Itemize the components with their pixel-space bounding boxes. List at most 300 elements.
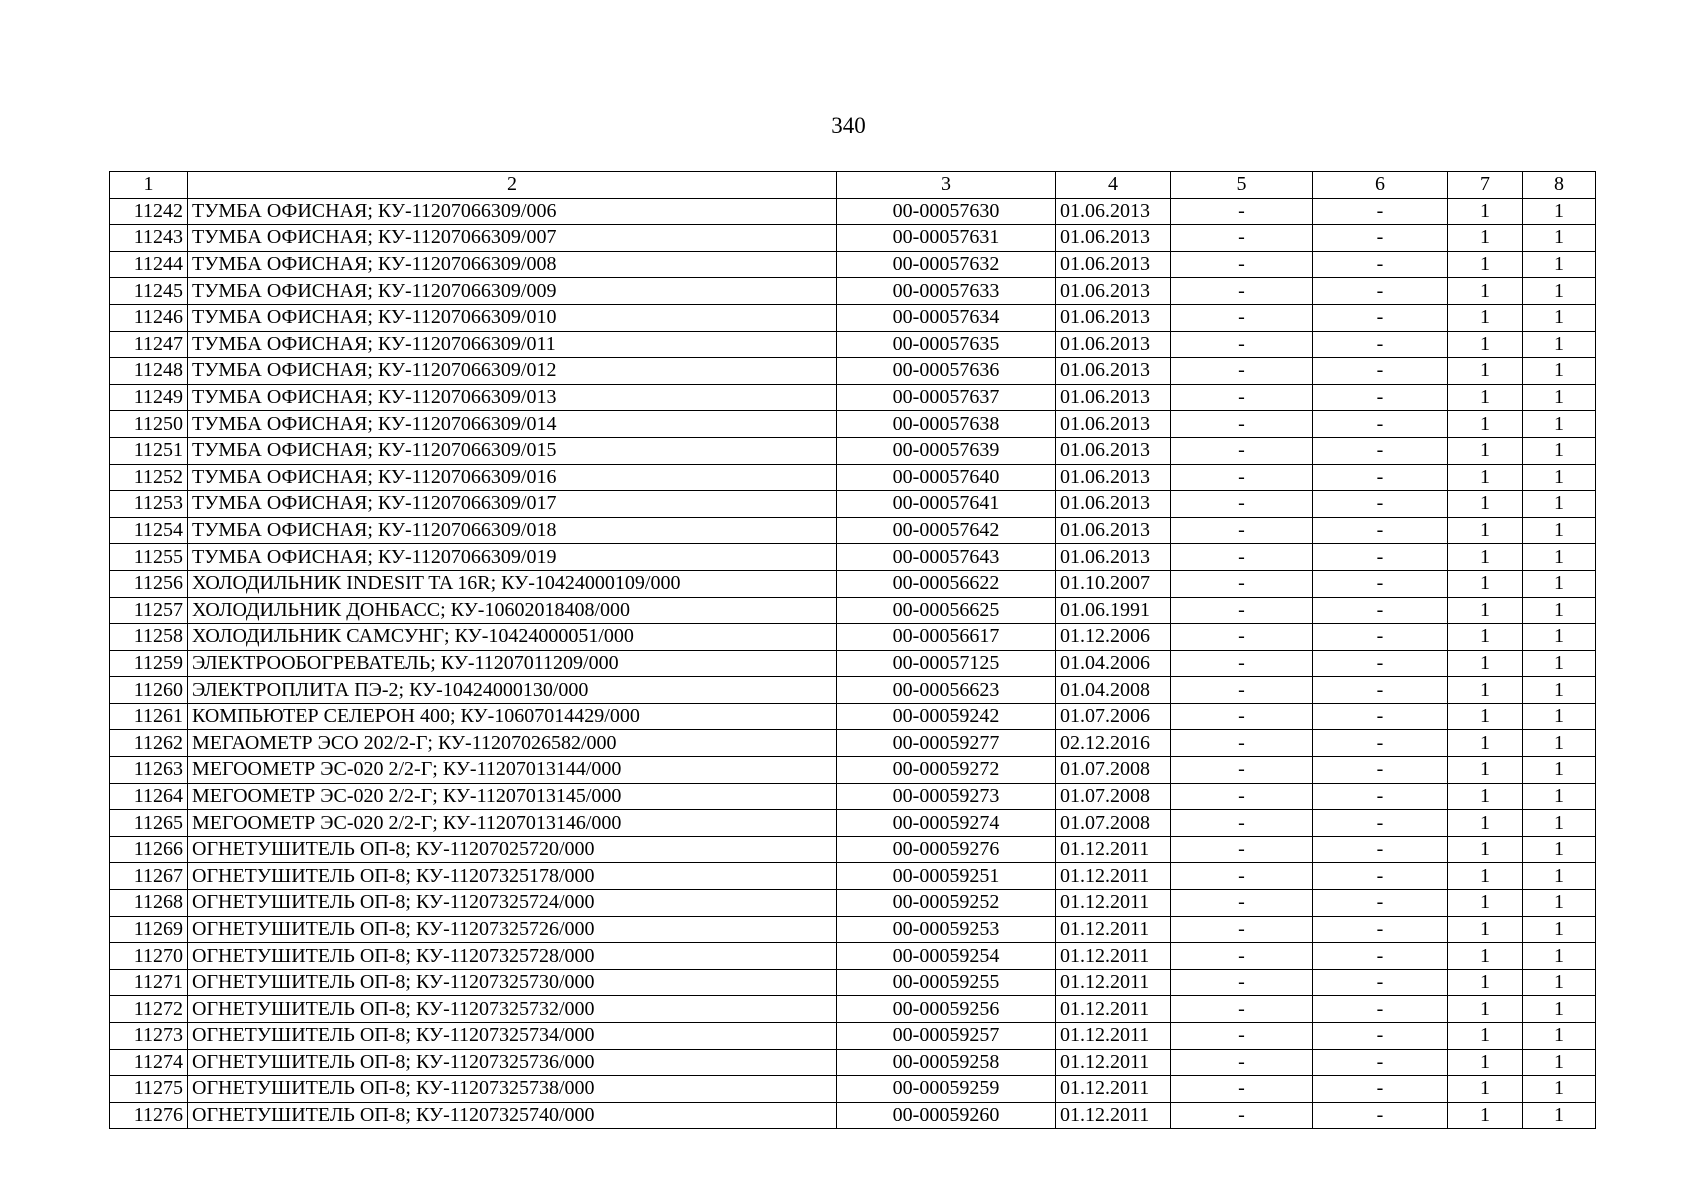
table-row bbox=[110, 517, 1596, 544]
row-number: 11266 bbox=[110, 836, 188, 863]
inventory-number: 00-00056622 bbox=[837, 570, 1056, 597]
col-6-value: - bbox=[1313, 810, 1448, 837]
column-header-4: 4 bbox=[1056, 172, 1171, 199]
table-row bbox=[110, 969, 1596, 996]
item-name: ОГНЕТУШИТЕЛЬ ОП-8; КУ-11207325734/000 bbox=[188, 1023, 837, 1050]
col-8-value: 1 bbox=[1523, 251, 1596, 278]
page-number: 340 bbox=[831, 113, 866, 138]
inventory-number: 00-00057638 bbox=[837, 411, 1056, 438]
table-row bbox=[110, 225, 1596, 252]
col-8-value: 1 bbox=[1523, 836, 1596, 863]
inventory-number: 00-00057637 bbox=[837, 384, 1056, 411]
row-number: 11258 bbox=[110, 624, 188, 651]
col-7-value: 1 bbox=[1448, 225, 1523, 252]
table-row bbox=[110, 943, 1596, 970]
date: 01.06.2013 bbox=[1056, 384, 1171, 411]
inventory-number: 00-00059242 bbox=[837, 703, 1056, 730]
row-number: 11252 bbox=[110, 464, 188, 491]
table-row bbox=[110, 251, 1596, 278]
col-7-value: 1 bbox=[1448, 1049, 1523, 1076]
row-number: 11263 bbox=[110, 757, 188, 784]
col-7-value: 1 bbox=[1448, 304, 1523, 331]
col-5-value: - bbox=[1171, 411, 1313, 438]
col-7-value: 1 bbox=[1448, 198, 1523, 225]
col-8-value: 1 bbox=[1523, 544, 1596, 571]
col-6-value: - bbox=[1313, 1076, 1448, 1103]
inventory-number: 00-00057635 bbox=[837, 331, 1056, 358]
item-name: ТУМБА ОФИСНАЯ; КУ-11207066309/007 bbox=[188, 225, 837, 252]
col-6-value: - bbox=[1313, 358, 1448, 385]
table-row bbox=[110, 331, 1596, 358]
date: 01.07.2008 bbox=[1056, 783, 1171, 810]
col-6-value: - bbox=[1313, 1023, 1448, 1050]
item-name: ОГНЕТУШИТЕЛЬ ОП-8; КУ-11207325178/000 bbox=[188, 863, 837, 890]
col-8-value: 1 bbox=[1523, 1023, 1596, 1050]
column-header-2: 2 bbox=[188, 172, 837, 199]
date: 01.10.2007 bbox=[1056, 570, 1171, 597]
col-8-value: 1 bbox=[1523, 730, 1596, 757]
column-header-6: 6 bbox=[1313, 172, 1448, 199]
col-5-value: - bbox=[1171, 730, 1313, 757]
col-7-value: 1 bbox=[1448, 730, 1523, 757]
date: 01.12.2011 bbox=[1056, 916, 1171, 943]
col-8-value: 1 bbox=[1523, 1076, 1596, 1103]
col-6-value: - bbox=[1313, 730, 1448, 757]
table-row bbox=[110, 783, 1596, 810]
col-8-value: 1 bbox=[1523, 411, 1596, 438]
date: 01.12.2011 bbox=[1056, 890, 1171, 917]
col-8-value: 1 bbox=[1523, 225, 1596, 252]
date: 01.12.2011 bbox=[1056, 1049, 1171, 1076]
col-6-value: - bbox=[1313, 464, 1448, 491]
col-7-value: 1 bbox=[1448, 384, 1523, 411]
row-number: 11255 bbox=[110, 544, 188, 571]
table-row bbox=[110, 1049, 1596, 1076]
item-name: ТУМБА ОФИСНАЯ; КУ-11207066309/010 bbox=[188, 304, 837, 331]
item-name: МЕГООМЕТР ЭС-020 2/2-Г; КУ-11207013145/000 bbox=[188, 783, 837, 810]
col-6-value: - bbox=[1313, 304, 1448, 331]
col-7-value: 1 bbox=[1448, 251, 1523, 278]
col-7-value: 1 bbox=[1448, 916, 1523, 943]
date: 01.07.2008 bbox=[1056, 810, 1171, 837]
inventory-number: 00-00057640 bbox=[837, 464, 1056, 491]
col-8-value: 1 bbox=[1523, 304, 1596, 331]
item-name: ТУМБА ОФИСНАЯ; КУ-11207066309/011 bbox=[188, 331, 837, 358]
col-7-value: 1 bbox=[1448, 650, 1523, 677]
col-7-value: 1 bbox=[1448, 597, 1523, 624]
table-row bbox=[110, 677, 1596, 704]
table-row bbox=[110, 730, 1596, 757]
col-6-value: - bbox=[1313, 836, 1448, 863]
date: 01.12.2011 bbox=[1056, 1023, 1171, 1050]
date: 01.07.2008 bbox=[1056, 757, 1171, 784]
col-5-value: - bbox=[1171, 517, 1313, 544]
inventory-number: 00-00059255 bbox=[837, 969, 1056, 996]
col-7-value: 1 bbox=[1448, 1023, 1523, 1050]
date: 01.04.2008 bbox=[1056, 677, 1171, 704]
row-number: 11265 bbox=[110, 810, 188, 837]
date: 01.12.2011 bbox=[1056, 863, 1171, 890]
table-row bbox=[110, 624, 1596, 651]
row-number: 11249 bbox=[110, 384, 188, 411]
col-7-value: 1 bbox=[1448, 411, 1523, 438]
row-number: 11244 bbox=[110, 251, 188, 278]
date: 01.06.2013 bbox=[1056, 544, 1171, 571]
row-number: 11257 bbox=[110, 597, 188, 624]
col-8-value: 1 bbox=[1523, 916, 1596, 943]
col-6-value: - bbox=[1313, 624, 1448, 651]
item-name: МЕГООМЕТР ЭС-020 2/2-Г; КУ-11207013144/000 bbox=[188, 757, 837, 784]
item-name: ОГНЕТУШИТЕЛЬ ОП-8; КУ-11207325740/000 bbox=[188, 1102, 837, 1129]
item-name: ТУМБА ОФИСНАЯ; КУ-11207066309/014 bbox=[188, 411, 837, 438]
table-row bbox=[110, 411, 1596, 438]
table-row bbox=[110, 810, 1596, 837]
col-8-value: 1 bbox=[1523, 624, 1596, 651]
col-6-value: - bbox=[1313, 890, 1448, 917]
item-name: ЭЛЕКТРОПЛИТА ПЭ-2; КУ-10424000130/000 bbox=[188, 677, 837, 704]
col-7-value: 1 bbox=[1448, 358, 1523, 385]
col-5-value: - bbox=[1171, 703, 1313, 730]
col-7-value: 1 bbox=[1448, 836, 1523, 863]
table-row bbox=[110, 836, 1596, 863]
column-header-8: 8 bbox=[1523, 172, 1596, 199]
column-header-5: 5 bbox=[1171, 172, 1313, 199]
col-6-value: - bbox=[1313, 491, 1448, 518]
date: 01.06.2013 bbox=[1056, 491, 1171, 518]
date: 01.06.2013 bbox=[1056, 464, 1171, 491]
column-header-3: 3 bbox=[837, 172, 1056, 199]
row-number: 11269 bbox=[110, 916, 188, 943]
col-5-value: - bbox=[1171, 1023, 1313, 1050]
inventory-number: 00-00059276 bbox=[837, 836, 1056, 863]
inventory-table bbox=[109, 171, 1596, 1129]
table-row bbox=[110, 491, 1596, 518]
col-5-value: - bbox=[1171, 278, 1313, 305]
col-6-value: - bbox=[1313, 757, 1448, 784]
col-5-value: - bbox=[1171, 757, 1313, 784]
date: 01.06.2013 bbox=[1056, 225, 1171, 252]
table-row bbox=[110, 278, 1596, 305]
item-name: ТУМБА ОФИСНАЯ; КУ-11207066309/012 bbox=[188, 358, 837, 385]
col-6-value: - bbox=[1313, 225, 1448, 252]
table-row bbox=[110, 437, 1596, 464]
inventory-number: 00-00057641 bbox=[837, 491, 1056, 518]
inventory-number: 00-00059259 bbox=[837, 1076, 1056, 1103]
table-row bbox=[110, 570, 1596, 597]
col-5-value: - bbox=[1171, 491, 1313, 518]
col-6-value: - bbox=[1313, 863, 1448, 890]
col-5-value: - bbox=[1171, 464, 1313, 491]
inventory-number: 00-00059272 bbox=[837, 757, 1056, 784]
date: 01.12.2011 bbox=[1056, 836, 1171, 863]
col-7-value: 1 bbox=[1448, 1102, 1523, 1129]
col-8-value: 1 bbox=[1523, 890, 1596, 917]
row-number: 11267 bbox=[110, 863, 188, 890]
inventory-number: 00-00057125 bbox=[837, 650, 1056, 677]
col-6-value: - bbox=[1313, 251, 1448, 278]
item-name: ТУМБА ОФИСНАЯ; КУ-11207066309/017 bbox=[188, 491, 837, 518]
row-number: 11271 bbox=[110, 969, 188, 996]
col-8-value: 1 bbox=[1523, 1049, 1596, 1076]
item-name: ХОЛОДИЛЬНИК ДОНБАСС; КУ-10602018408/000 bbox=[188, 597, 837, 624]
inventory-number: 00-00059258 bbox=[837, 1049, 1056, 1076]
col-8-value: 1 bbox=[1523, 437, 1596, 464]
date: 01.07.2006 bbox=[1056, 703, 1171, 730]
col-8-value: 1 bbox=[1523, 677, 1596, 704]
col-8-value: 1 bbox=[1523, 384, 1596, 411]
inventory-number: 00-00056625 bbox=[837, 597, 1056, 624]
date: 01.06.2013 bbox=[1056, 198, 1171, 225]
col-5-value: - bbox=[1171, 225, 1313, 252]
table-row bbox=[110, 597, 1596, 624]
date: 01.04.2006 bbox=[1056, 650, 1171, 677]
col-6-value: - bbox=[1313, 996, 1448, 1023]
col-7-value: 1 bbox=[1448, 278, 1523, 305]
col-5-value: - bbox=[1171, 544, 1313, 571]
inventory-number: 00-00057631 bbox=[837, 225, 1056, 252]
col-7-value: 1 bbox=[1448, 570, 1523, 597]
col-8-value: 1 bbox=[1523, 198, 1596, 225]
inventory-number: 00-00056623 bbox=[837, 677, 1056, 704]
inventory-number: 00-00059274 bbox=[837, 810, 1056, 837]
col-7-value: 1 bbox=[1448, 996, 1523, 1023]
inventory-number: 00-00059252 bbox=[837, 890, 1056, 917]
item-name: ТУМБА ОФИСНАЯ; КУ-11207066309/016 bbox=[188, 464, 837, 491]
col-8-value: 1 bbox=[1523, 570, 1596, 597]
row-number: 11242 bbox=[110, 198, 188, 225]
table-row bbox=[110, 863, 1596, 890]
col-5-value: - bbox=[1171, 384, 1313, 411]
item-name: ОГНЕТУШИТЕЛЬ ОП-8; КУ-11207325724/000 bbox=[188, 890, 837, 917]
row-number: 11254 bbox=[110, 517, 188, 544]
table-row bbox=[110, 544, 1596, 571]
col-6-value: - bbox=[1313, 411, 1448, 438]
item-name: ТУМБА ОФИСНАЯ; КУ-11207066309/019 bbox=[188, 544, 837, 571]
col-5-value: - bbox=[1171, 624, 1313, 651]
col-7-value: 1 bbox=[1448, 544, 1523, 571]
col-8-value: 1 bbox=[1523, 863, 1596, 890]
col-5-value: - bbox=[1171, 996, 1313, 1023]
col-7-value: 1 bbox=[1448, 517, 1523, 544]
col-7-value: 1 bbox=[1448, 783, 1523, 810]
col-6-value: - bbox=[1313, 1049, 1448, 1076]
inventory-number: 00-00056617 bbox=[837, 624, 1056, 651]
col-7-value: 1 bbox=[1448, 464, 1523, 491]
col-8-value: 1 bbox=[1523, 943, 1596, 970]
table-row bbox=[110, 1076, 1596, 1103]
col-6-value: - bbox=[1313, 198, 1448, 225]
table-row bbox=[110, 996, 1596, 1023]
row-number: 11251 bbox=[110, 437, 188, 464]
col-7-value: 1 bbox=[1448, 1076, 1523, 1103]
table-row bbox=[110, 1023, 1596, 1050]
row-number: 11260 bbox=[110, 677, 188, 704]
col-5-value: - bbox=[1171, 863, 1313, 890]
col-5-value: - bbox=[1171, 1049, 1313, 1076]
col-7-value: 1 bbox=[1448, 624, 1523, 651]
row-number: 11273 bbox=[110, 1023, 188, 1050]
col-8-value: 1 bbox=[1523, 517, 1596, 544]
col-8-value: 1 bbox=[1523, 996, 1596, 1023]
col-7-value: 1 bbox=[1448, 677, 1523, 704]
col-5-value: - bbox=[1171, 437, 1313, 464]
col-6-value: - bbox=[1313, 570, 1448, 597]
col-6-value: - bbox=[1313, 331, 1448, 358]
col-5-value: - bbox=[1171, 1102, 1313, 1129]
item-name: ОГНЕТУШИТЕЛЬ ОП-8; КУ-11207025720/000 bbox=[188, 836, 837, 863]
item-name: ТУМБА ОФИСНАЯ; КУ-11207066309/015 bbox=[188, 437, 837, 464]
item-name: ОГНЕТУШИТЕЛЬ ОП-8; КУ-11207325736/000 bbox=[188, 1049, 837, 1076]
table-row bbox=[110, 358, 1596, 385]
date: 01.06.2013 bbox=[1056, 331, 1171, 358]
item-name: ОГНЕТУШИТЕЛЬ ОП-8; КУ-11207325730/000 bbox=[188, 969, 837, 996]
row-number: 11275 bbox=[110, 1076, 188, 1103]
item-name: ТУМБА ОФИСНАЯ; КУ-11207066309/009 bbox=[188, 278, 837, 305]
inventory-number: 00-00059257 bbox=[837, 1023, 1056, 1050]
col-5-value: - bbox=[1171, 650, 1313, 677]
col-5-value: - bbox=[1171, 783, 1313, 810]
row-number: 11274 bbox=[110, 1049, 188, 1076]
col-5-value: - bbox=[1171, 597, 1313, 624]
col-6-value: - bbox=[1313, 437, 1448, 464]
col-7-value: 1 bbox=[1448, 943, 1523, 970]
row-number: 11246 bbox=[110, 304, 188, 331]
col-5-value: - bbox=[1171, 251, 1313, 278]
date: 01.12.2011 bbox=[1056, 1076, 1171, 1103]
col-6-value: - bbox=[1313, 597, 1448, 624]
item-name: ТУМБА ОФИСНАЯ; КУ-11207066309/008 bbox=[188, 251, 837, 278]
item-name: ХОЛОДИЛЬНИК INDESIT TA 16R; КУ-10424000109/000 bbox=[188, 570, 837, 597]
date: 01.12.2011 bbox=[1056, 996, 1171, 1023]
col-6-value: - bbox=[1313, 916, 1448, 943]
row-number: 11253 bbox=[110, 491, 188, 518]
item-name: КОМПЬЮТЕР СЕЛЕРОН 400; КУ-10607014429/000 bbox=[188, 703, 837, 730]
table-row bbox=[110, 650, 1596, 677]
col-6-value: - bbox=[1313, 677, 1448, 704]
col-7-value: 1 bbox=[1448, 437, 1523, 464]
item-name: ОГНЕТУШИТЕЛЬ ОП-8; КУ-11207325728/000 bbox=[188, 943, 837, 970]
col-8-value: 1 bbox=[1523, 810, 1596, 837]
inventory-number: 00-00059260 bbox=[837, 1102, 1056, 1129]
col-5-value: - bbox=[1171, 836, 1313, 863]
item-name: МЕГАОМЕТР ЭСО 202/2-Г; КУ-11207026582/000 bbox=[188, 730, 837, 757]
col-7-value: 1 bbox=[1448, 703, 1523, 730]
col-8-value: 1 bbox=[1523, 969, 1596, 996]
col-5-value: - bbox=[1171, 943, 1313, 970]
inventory-number: 00-00057639 bbox=[837, 437, 1056, 464]
col-8-value: 1 bbox=[1523, 650, 1596, 677]
col-8-value: 1 bbox=[1523, 1102, 1596, 1129]
col-6-value: - bbox=[1313, 544, 1448, 571]
col-5-value: - bbox=[1171, 358, 1313, 385]
table-row bbox=[110, 703, 1596, 730]
col-8-value: 1 bbox=[1523, 703, 1596, 730]
col-7-value: 1 bbox=[1448, 863, 1523, 890]
table-row bbox=[110, 757, 1596, 784]
table-body bbox=[110, 198, 1596, 1129]
col-6-value: - bbox=[1313, 278, 1448, 305]
inventory-number: 00-00059254 bbox=[837, 943, 1056, 970]
col-6-value: - bbox=[1313, 384, 1448, 411]
col-5-value: - bbox=[1171, 570, 1313, 597]
item-name: ЭЛЕКТРООБОГРЕВАТЕЛЬ; КУ-11207011209/000 bbox=[188, 650, 837, 677]
item-name: ОГНЕТУШИТЕЛЬ ОП-8; КУ-11207325738/000 bbox=[188, 1076, 837, 1103]
date: 01.12.2006 bbox=[1056, 624, 1171, 651]
inventory-number: 00-00059256 bbox=[837, 996, 1056, 1023]
row-number: 11264 bbox=[110, 783, 188, 810]
date: 01.06.2013 bbox=[1056, 304, 1171, 331]
inventory-number: 00-00057636 bbox=[837, 358, 1056, 385]
date: 01.06.2013 bbox=[1056, 358, 1171, 385]
column-header-1: 1 bbox=[110, 172, 188, 199]
col-6-value: - bbox=[1313, 650, 1448, 677]
row-number: 11261 bbox=[110, 703, 188, 730]
col-8-value: 1 bbox=[1523, 783, 1596, 810]
date: 01.06.2013 bbox=[1056, 437, 1171, 464]
table-row bbox=[110, 384, 1596, 411]
col-5-value: - bbox=[1171, 198, 1313, 225]
col-6-value: - bbox=[1313, 517, 1448, 544]
row-number: 11272 bbox=[110, 996, 188, 1023]
col-8-value: 1 bbox=[1523, 331, 1596, 358]
table-row bbox=[110, 464, 1596, 491]
col-5-value: - bbox=[1171, 677, 1313, 704]
inventory-number: 00-00057643 bbox=[837, 544, 1056, 571]
col-5-value: - bbox=[1171, 969, 1313, 996]
date: 01.12.2011 bbox=[1056, 943, 1171, 970]
col-7-value: 1 bbox=[1448, 757, 1523, 784]
row-number: 11256 bbox=[110, 570, 188, 597]
col-5-value: - bbox=[1171, 810, 1313, 837]
item-name: ТУМБА ОФИСНАЯ; КУ-11207066309/018 bbox=[188, 517, 837, 544]
col-8-value: 1 bbox=[1523, 597, 1596, 624]
inventory-number: 00-00059273 bbox=[837, 783, 1056, 810]
date: 01.06.2013 bbox=[1056, 251, 1171, 278]
col-6-value: - bbox=[1313, 783, 1448, 810]
row-number: 11276 bbox=[110, 1102, 188, 1129]
item-name: ОГНЕТУШИТЕЛЬ ОП-8; КУ-11207325726/000 bbox=[188, 916, 837, 943]
col-7-value: 1 bbox=[1448, 331, 1523, 358]
col-5-value: - bbox=[1171, 304, 1313, 331]
date: 01.06.2013 bbox=[1056, 278, 1171, 305]
table-row bbox=[110, 304, 1596, 331]
col-8-value: 1 bbox=[1523, 278, 1596, 305]
inventory-number: 00-00057630 bbox=[837, 198, 1056, 225]
col-6-value: - bbox=[1313, 969, 1448, 996]
date: 02.12.2016 bbox=[1056, 730, 1171, 757]
col-8-value: 1 bbox=[1523, 491, 1596, 518]
col-7-value: 1 bbox=[1448, 969, 1523, 996]
table-row bbox=[110, 1102, 1596, 1129]
col-7-value: 1 bbox=[1448, 810, 1523, 837]
inventory-number: 00-00057633 bbox=[837, 278, 1056, 305]
col-7-value: 1 bbox=[1448, 890, 1523, 917]
table-row bbox=[110, 198, 1596, 225]
table-row bbox=[110, 916, 1596, 943]
col-5-value: - bbox=[1171, 916, 1313, 943]
row-number: 11248 bbox=[110, 358, 188, 385]
date: 01.12.2011 bbox=[1056, 1102, 1171, 1129]
row-number: 11247 bbox=[110, 331, 188, 358]
row-number: 11259 bbox=[110, 650, 188, 677]
row-number: 11270 bbox=[110, 943, 188, 970]
column-header-7: 7 bbox=[1448, 172, 1523, 199]
item-name: ОГНЕТУШИТЕЛЬ ОП-8; КУ-11207325732/000 bbox=[188, 996, 837, 1023]
inventory-number: 00-00059277 bbox=[837, 730, 1056, 757]
inventory-number: 00-00059251 bbox=[837, 863, 1056, 890]
col-6-value: - bbox=[1313, 943, 1448, 970]
date: 01.12.2011 bbox=[1056, 969, 1171, 996]
